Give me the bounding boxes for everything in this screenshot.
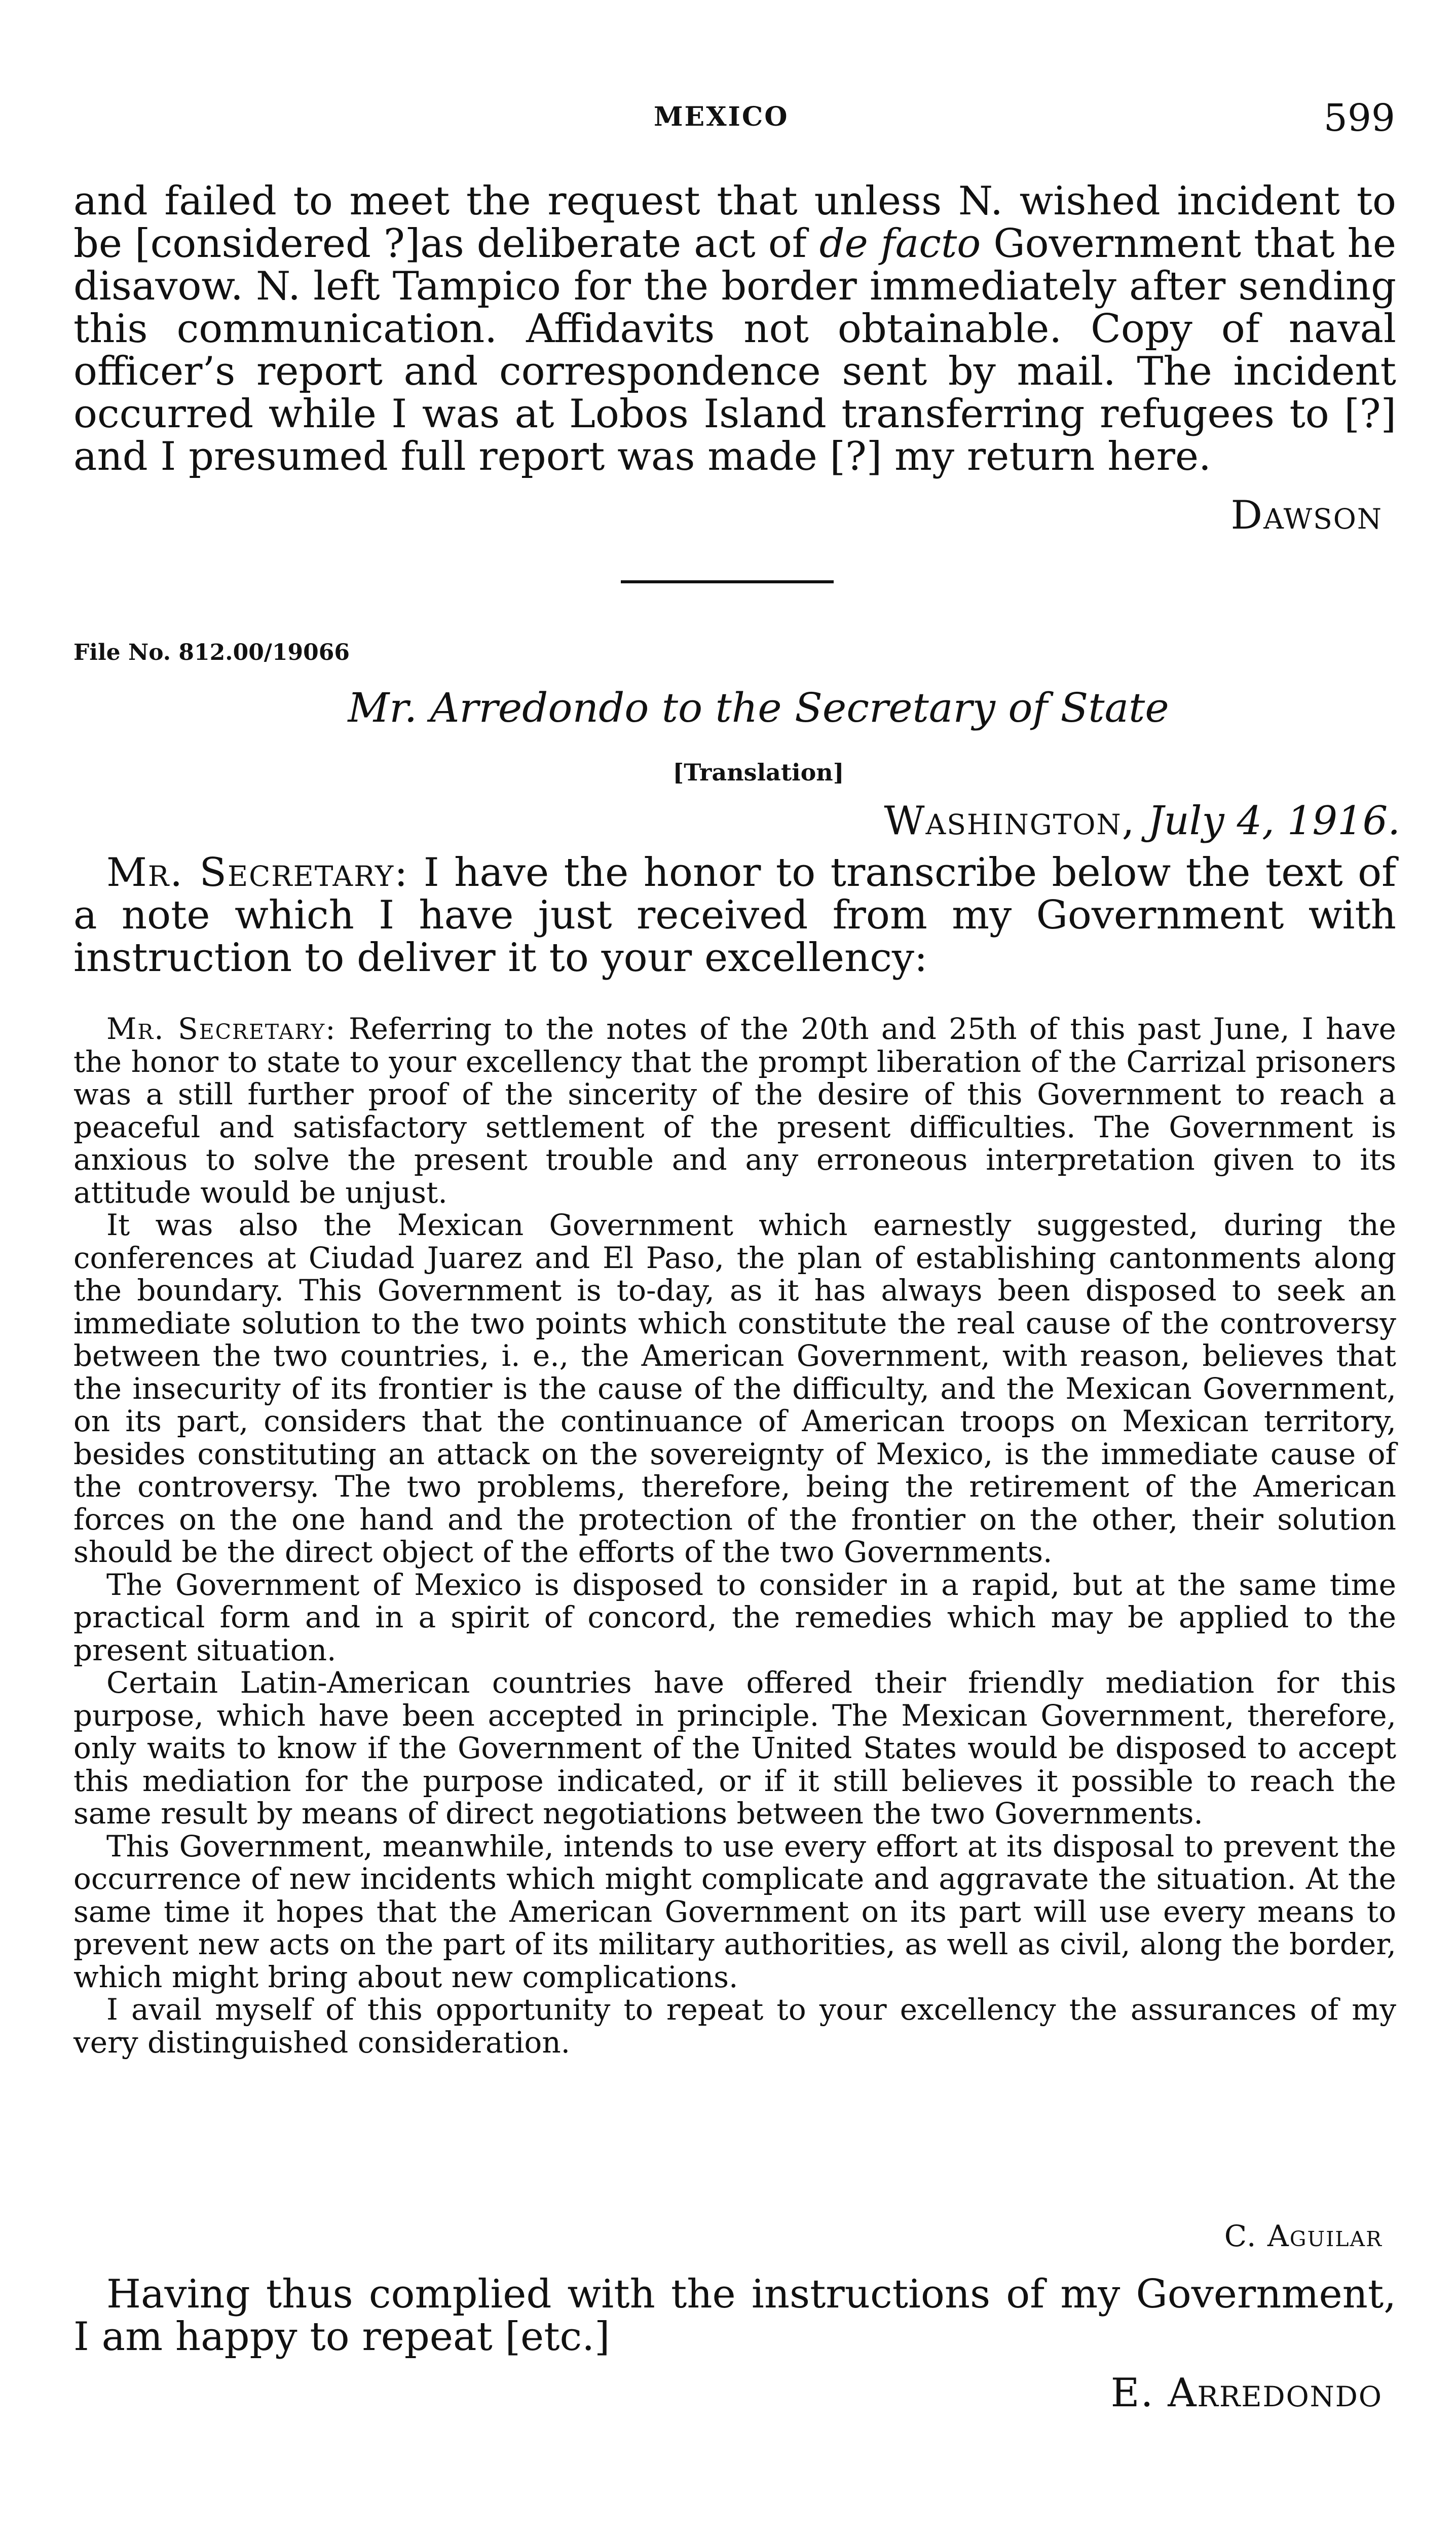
previous-letter-signature: Dawson	[1230, 493, 1383, 538]
quoted-paragraph: It was also the Mexican Government which earnestly suggested, during the conferences at Ciudad Juarez and El Paso, the plan of establishing cantonments along the boundary. This Government is to-day, as it has always been disposed to seek an immediate solution to the two points which constitute the real cause of the controversy between the two countries, i. e., the American Government, with reason, believes that the insecurity of its frontier is the cause of the difficulty, and the Mexican Government, on its part, considers that the continuance of American troops on Mexican territory, besides constituting an attack on the sovereignty of Mexico, is the immediate cause of the controversy. The two problems, therefore, being the retirement of the American forces on the one hand and the protection of the frontier on the other, their solution should be the direct object of the efforts of the two Governments.	[73, 1208, 1396, 1569]
previous-letter-text-part2: Government that he disavow. N. left Tampico for the border immediately after sending this communication. Affidavits not obtainable. Copy of naval officer’s report and correspondence sent by mail. The incident occurred while I was at Lobos Island transferring refugees to [?] and I presumed full report was made [?] my return here.	[73, 221, 1396, 479]
translation-note: [Translation]	[673, 759, 844, 786]
opening-salutation: Mr. Secretary:	[106, 850, 409, 896]
quoted-salutation: Mr. Secretary:	[106, 1012, 337, 1046]
quoted-note	[73, 1013, 1396, 2059]
dateline-date: July 4, 1916.	[1148, 798, 1400, 844]
document-title: Mr. Arredondo to the Secretary of State	[348, 684, 1169, 731]
quoted-paragraph: This Government, meanwhile, intends to use every effort at its disposal to prevent the occurrence of new incidents which might complicate and aggravate the situation. At the same time it hopes that the American Government on its part will use every means to prevent new acts on the part of its military authorities, as well as civil, along the border, which might bring about new complications.	[73, 1829, 1396, 1994]
quoted-paragraph: The Government of Mexico is disposed to consider in a rapid, but at the same time practical form and in a spirit of concord, the remedies which may be applied to the present situation.	[73, 1567, 1396, 1667]
dateline-place: Washington,	[884, 798, 1136, 844]
section-divider	[621, 580, 834, 583]
closing-text: Having thus complied with the instructions of my Government, I am happy to repeat [etc.]	[73, 2271, 1396, 2360]
dateline	[884, 798, 1400, 844]
running-head: MEXICO	[654, 101, 789, 132]
closing-signature: E. Arredondo	[1110, 2370, 1383, 2416]
opening-text: I have the honor to transcribe below the text of a note which I have just received from my Government with instruction to deliver it to your excellency:	[73, 850, 1396, 981]
file-number: File No. 812.00/19066	[73, 640, 350, 665]
quoted-paragraph: I avail myself of this opportunity to repeat to your excellency the assurances of my very distinguished consideration.	[73, 1992, 1396, 2060]
page-number: 599	[1323, 96, 1395, 140]
previous-letter-text	[73, 180, 1396, 478]
quoted-note-signature: C. Aguilar	[1224, 2219, 1383, 2253]
quoted-paragraph: Certain Latin-American countries have offered their friendly mediation for this purpose, which have been accepted in principle. The Mexican Government, therefore, only waits to know if the Government of the United States would be disposed to accept this mediation for the purpose indicated, or if it still believes it possible to reach the same result by means of direct negotiations between the two Governments.	[73, 1665, 1396, 1831]
previous-letter-text-part1: and failed to meet the request that unless N. wished incident to be [considered ?]as deliberate act of	[73, 178, 1396, 267]
previous-letter-italic-phrase: de facto	[819, 221, 981, 267]
closing-paragraph	[73, 2273, 1396, 2358]
quoted-paragraph: Mr. Secretary: Referring to the notes of the 20th and 25th of this past June, I have the honor to state to your excellency that the prompt liberation of the Carrizal prisoners was a still further proof of the sincerity of the desire of this Government to reach a peaceful and satisfactory settlement of the present difficulties. The Government is anxious to solve the present trouble and any erroneous interpretation given to its attitude would be unjust.	[73, 1012, 1396, 1210]
opening-paragraph	[73, 851, 1396, 979]
